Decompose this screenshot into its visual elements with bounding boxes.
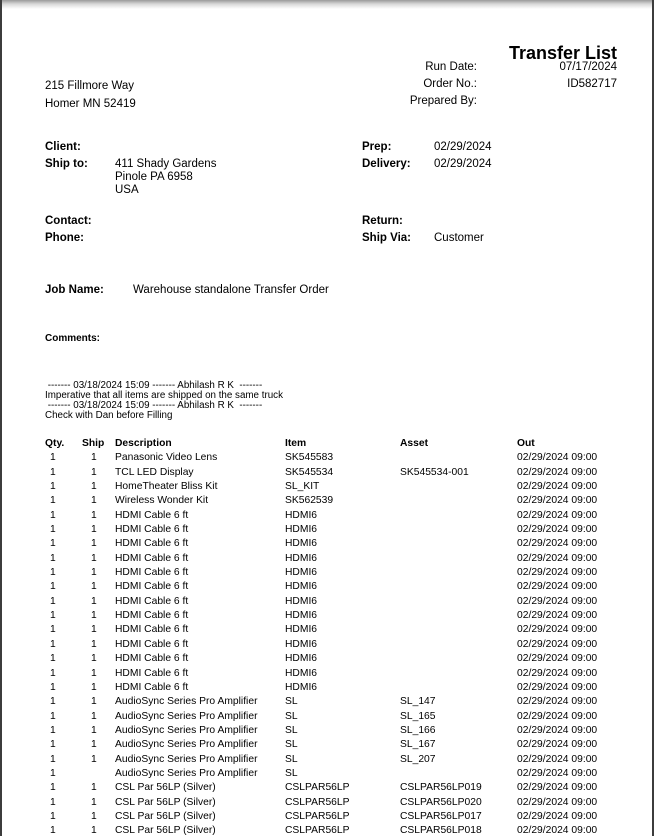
cell-qty: 1 [50, 653, 56, 665]
table-row [45, 667, 629, 681]
cell-description: HDMI Cable 6 ft [115, 524, 189, 536]
cell-qty: 1 [50, 610, 56, 622]
table-row [45, 824, 629, 836]
cell-out: 02/29/2024 09:00 [517, 524, 598, 536]
cell-description: HDMI Cable 6 ft [115, 567, 189, 579]
cell-description: AudioSync Series Pro Amplifier [115, 710, 258, 722]
cell-asset [400, 623, 517, 637]
document-title: Transfer List [508, 43, 617, 63]
cell-out: 02/29/2024 09:00 [517, 538, 598, 550]
page-top-shadow [0, 0, 654, 9]
table-row [45, 781, 629, 795]
table-row [45, 796, 629, 810]
cell-out: 02/29/2024 09:00 [517, 739, 598, 751]
cell-description: HDMI Cable 6 ft [115, 581, 189, 593]
items-table [45, 437, 629, 836]
job-name-label: Job Name: [45, 284, 104, 296]
cell-item: SL [285, 710, 298, 722]
cell-out: 02/29/2024 09:00 [517, 509, 598, 521]
table-row [45, 552, 629, 566]
comment-line: ------- 03/18/2024 15:09 ------- Abhilash R K ------- [45, 400, 263, 412]
ship-to-address [115, 158, 216, 197]
delivery-label: Delivery: [362, 158, 411, 170]
ship-to-line: 411 Shady Gardens [115, 158, 217, 170]
comments-text [45, 350, 283, 421]
cell-qty: 1 [50, 481, 56, 493]
cell-asset: SL_207 [400, 753, 436, 765]
company-address-line: Homer MN 52419 [45, 97, 136, 110]
cell-qty: 1 [50, 825, 56, 836]
cell-asset [400, 595, 517, 609]
cell-ship: 1 [91, 567, 97, 579]
prep-value: 02/29/2024 [434, 141, 492, 153]
cell-item: HDMI6 [285, 653, 318, 665]
cell-ship: 1 [91, 724, 97, 736]
cell-description: AudioSync Series Pro Amplifier [115, 739, 258, 751]
cell-qty: 1 [50, 581, 56, 593]
cell-qty: 1 [50, 538, 56, 550]
cell-item: SL [285, 696, 298, 708]
cell-description: Wireless Wonder Kit [115, 495, 209, 507]
table-row [45, 609, 629, 623]
cell-out: 02/29/2024 09:00 [517, 638, 598, 650]
prepared-by-label: Prepared By: [409, 95, 477, 107]
phone-label: Phone: [45, 232, 84, 244]
cell-ship: 1 [91, 538, 97, 550]
cell-asset [400, 681, 517, 695]
items-table-body [45, 451, 629, 836]
cell-item: HDMI6 [285, 538, 318, 550]
ship-to-line: USA [115, 184, 139, 196]
cell-qty: 1 [50, 796, 56, 808]
cell-asset [400, 767, 517, 781]
cell-out: 02/29/2024 09:00 [517, 581, 598, 593]
cell-description: AudioSync Series Pro Amplifier [115, 767, 258, 779]
header-meta-block [337, 61, 617, 112]
table-row [45, 466, 629, 480]
order-no-label: Order No.: [423, 78, 477, 90]
cell-asset [400, 509, 517, 523]
cell-item: SK545583 [285, 452, 334, 464]
cell-asset [400, 480, 517, 494]
column-header: Description [115, 438, 172, 449]
table-header-row [45, 437, 629, 451]
cell-ship: 1 [91, 481, 97, 493]
table-row [45, 480, 629, 494]
column-header: Out [517, 438, 535, 449]
cell-asset: SL_165 [400, 710, 436, 722]
cell-asset: CSLPAR56LP019 [400, 782, 482, 794]
column-header: Qty. [45, 438, 65, 449]
company-address-line: 215 Fillmore Way [45, 80, 135, 92]
cell-asset: SL_167 [400, 739, 436, 751]
cell-qty: 1 [50, 810, 56, 822]
comment-line: Imperative that all items are shipped on the same truck [45, 389, 283, 401]
cell-asset [400, 523, 517, 537]
cell-ship [82, 767, 115, 781]
cell-out: 02/29/2024 09:00 [517, 624, 598, 636]
cell-ship: 1 [91, 796, 97, 808]
cell-out: 02/29/2024 09:00 [517, 796, 598, 808]
cell-item: HDMI6 [285, 667, 318, 679]
prepared-by-value [477, 95, 617, 112]
cell-description: CSL Par 56LP (Silver) [115, 810, 216, 822]
prep-label: Prep: [362, 141, 392, 153]
comment-line: Check with Dan before Filling [45, 410, 173, 422]
cell-description: HDMI Cable 6 ft [115, 624, 189, 636]
cell-description: HDMI Cable 6 ft [115, 653, 189, 665]
cell-qty: 1 [50, 552, 56, 564]
cell-description: CSL Par 56LP (Silver) [115, 825, 216, 836]
cell-item: CSLPAR56LP [285, 782, 350, 794]
table-row [45, 638, 629, 652]
cell-out: 02/29/2024 09:00 [517, 667, 598, 679]
table-row [45, 566, 629, 580]
cell-out: 02/29/2024 09:00 [517, 495, 598, 507]
table-row [45, 710, 629, 724]
table-row [45, 537, 629, 551]
cell-item: HDMI6 [285, 595, 318, 607]
run-date-row [337, 61, 617, 78]
cell-item: CSLPAR56LP [285, 810, 350, 822]
cell-item: SL [285, 753, 298, 765]
cell-item: SL [285, 767, 298, 779]
table-row [45, 738, 629, 752]
cell-item: HDMI6 [285, 524, 318, 536]
cell-out: 02/29/2024 09:00 [517, 681, 598, 693]
cell-description: HDMI Cable 6 ft [115, 681, 189, 693]
cell-description: HDMI Cable 6 ft [115, 610, 189, 622]
cell-description: HDMI Cable 6 ft [115, 638, 189, 650]
cell-asset [400, 537, 517, 551]
cell-qty: 1 [50, 753, 56, 765]
cell-item: CSLPAR56LP [285, 825, 350, 836]
cell-out: 02/29/2024 09:00 [517, 552, 598, 564]
cell-asset [400, 652, 517, 666]
cell-ship: 1 [91, 696, 97, 708]
table-row [45, 523, 629, 537]
company-address [45, 78, 136, 113]
cell-out: 02/29/2024 09:00 [517, 481, 598, 493]
cell-ship: 1 [91, 782, 97, 794]
cell-asset [400, 552, 517, 566]
delivery-value: 02/29/2024 [434, 158, 492, 170]
cell-out: 02/29/2024 09:00 [517, 825, 598, 836]
contact-label: Contact: [45, 215, 92, 227]
run-date-label: Run Date: [425, 61, 477, 73]
cell-ship: 1 [91, 810, 97, 822]
table-row [45, 810, 629, 824]
cell-qty: 1 [50, 667, 56, 679]
cell-description: CSL Par 56LP (Silver) [115, 782, 216, 794]
cell-description: AudioSync Series Pro Amplifier [115, 696, 258, 708]
ship-via-value: Customer [434, 232, 484, 244]
comment-line: ------- 03/18/2024 15:09 ------- Abhilash R K ------- [45, 379, 263, 391]
cell-ship: 1 [91, 581, 97, 593]
cell-qty: 1 [50, 509, 56, 521]
cell-item: SK562539 [285, 495, 334, 507]
cell-asset [400, 609, 517, 623]
column-header: Asset [400, 438, 429, 449]
return-label: Return: [362, 215, 403, 227]
table-row [45, 753, 629, 767]
cell-out: 02/29/2024 09:00 [517, 595, 598, 607]
cell-ship: 1 [91, 638, 97, 650]
cell-out: 02/29/2024 09:00 [517, 810, 598, 822]
cell-qty: 1 [50, 739, 56, 751]
table-row [45, 681, 629, 695]
cell-item: HDMI6 [285, 552, 318, 564]
cell-out: 02/29/2024 09:00 [517, 724, 598, 736]
cell-ship: 1 [91, 524, 97, 536]
cell-item: HDMI6 [285, 509, 318, 521]
cell-ship: 1 [91, 610, 97, 622]
cell-ship: 1 [91, 495, 97, 507]
cell-item: HDMI6 [285, 681, 318, 693]
table-row [45, 580, 629, 594]
order-no-row [337, 78, 617, 95]
cell-qty: 1 [50, 724, 56, 736]
cell-asset [400, 451, 517, 465]
ship-to-label: Ship to: [45, 158, 88, 170]
cell-asset: CSLPAR56LP020 [400, 796, 482, 808]
cell-item: HDMI6 [285, 567, 318, 579]
cell-description: HDMI Cable 6 ft [115, 538, 189, 550]
cell-qty: 1 [50, 681, 56, 693]
cell-out: 02/29/2024 09:00 [517, 452, 598, 464]
cell-ship: 1 [91, 681, 97, 693]
order-no-value: ID582717 [567, 78, 617, 90]
cell-description: Panasonic Video Lens [115, 452, 218, 464]
cell-description: HDMI Cable 6 ft [115, 509, 189, 521]
table-row [45, 451, 629, 465]
cell-asset [400, 580, 517, 594]
cell-ship: 1 [91, 667, 97, 679]
cell-description: TCL LED Display [115, 466, 194, 478]
table-row [45, 623, 629, 637]
cell-ship: 1 [91, 653, 97, 665]
cell-out: 02/29/2024 09:00 [517, 567, 598, 579]
cell-item: CSLPAR56LP [285, 796, 350, 808]
cell-item: HDMI6 [285, 638, 318, 650]
cell-ship: 1 [91, 595, 97, 607]
cell-ship: 1 [91, 509, 97, 521]
client-label: Client: [45, 141, 81, 153]
cell-item: SL_KIT [285, 481, 320, 493]
cell-description: HomeTheater Bliss Kit [115, 481, 218, 493]
cell-qty: 1 [50, 782, 56, 794]
cell-item: HDMI6 [285, 610, 318, 622]
cell-ship: 1 [91, 710, 97, 722]
cell-out: 02/29/2024 09:00 [517, 782, 598, 794]
cell-asset: SL_166 [400, 724, 436, 736]
cell-asset [400, 638, 517, 652]
cell-item: HDMI6 [285, 624, 318, 636]
table-row [45, 509, 629, 523]
cell-ship: 1 [91, 825, 97, 836]
cell-description: AudioSync Series Pro Amplifier [115, 753, 258, 765]
cell-item: SL [285, 739, 298, 751]
cell-ship: 1 [91, 624, 97, 636]
cell-ship: 1 [91, 753, 97, 765]
column-header: Ship [82, 438, 105, 449]
cell-asset: CSLPAR56LP017 [400, 810, 482, 822]
cell-qty: 1 [50, 466, 56, 478]
cell-asset: SK545534-001 [400, 466, 469, 478]
table-row [45, 494, 629, 508]
cell-qty: 1 [50, 638, 56, 650]
cell-qty: 1 [50, 710, 56, 722]
cell-item: HDMI6 [285, 581, 318, 593]
cell-qty: 1 [50, 767, 56, 779]
table-row [45, 652, 629, 666]
cell-qty: 1 [50, 524, 56, 536]
cell-description: HDMI Cable 6 ft [115, 667, 189, 679]
cell-ship: 1 [91, 452, 97, 464]
run-date-value: 07/17/2024 [559, 61, 617, 73]
ship-via-label: Ship Via: [362, 232, 411, 244]
cell-asset [400, 667, 517, 681]
comments-label: Comments: [45, 333, 101, 344]
job-name-value: Warehouse standalone Transfer Order [133, 284, 329, 296]
cell-description: CSL Par 56LP (Silver) [115, 796, 216, 808]
table-row [45, 724, 629, 738]
cell-out: 02/29/2024 09:00 [517, 466, 598, 478]
cell-ship: 1 [91, 739, 97, 751]
cell-description: HDMI Cable 6 ft [115, 552, 189, 564]
cell-item: SL [285, 724, 298, 736]
cell-out: 02/29/2024 09:00 [517, 696, 598, 708]
cell-out: 02/29/2024 09:00 [517, 767, 598, 779]
prepared-by-row [337, 95, 617, 112]
cell-qty: 1 [50, 567, 56, 579]
cell-qty: 1 [50, 624, 56, 636]
cell-qty: 1 [50, 495, 56, 507]
cell-ship: 1 [91, 466, 97, 478]
cell-asset: SL_147 [400, 696, 436, 708]
cell-ship: 1 [91, 552, 97, 564]
table-row [45, 767, 629, 781]
table-row [45, 695, 629, 709]
cell-qty: 1 [50, 452, 56, 464]
column-header: Item [285, 438, 307, 449]
cell-description: AudioSync Series Pro Amplifier [115, 724, 258, 736]
cell-out: 02/29/2024 09:00 [517, 753, 598, 765]
cell-asset: CSLPAR56LP018 [400, 825, 482, 836]
cell-qty: 1 [50, 595, 56, 607]
table-row [45, 595, 629, 609]
cell-out: 02/29/2024 09:00 [517, 653, 598, 665]
cell-out: 02/29/2024 09:00 [517, 710, 598, 722]
cell-asset [400, 566, 517, 580]
cell-out: 02/29/2024 09:00 [517, 610, 598, 622]
cell-qty: 1 [50, 696, 56, 708]
ship-to-line: Pinole PA 6958 [115, 171, 193, 183]
cell-item: SK545534 [285, 466, 334, 478]
cell-asset [400, 494, 517, 508]
items-table-container [45, 437, 629, 836]
cell-description: HDMI Cable 6 ft [115, 595, 189, 607]
